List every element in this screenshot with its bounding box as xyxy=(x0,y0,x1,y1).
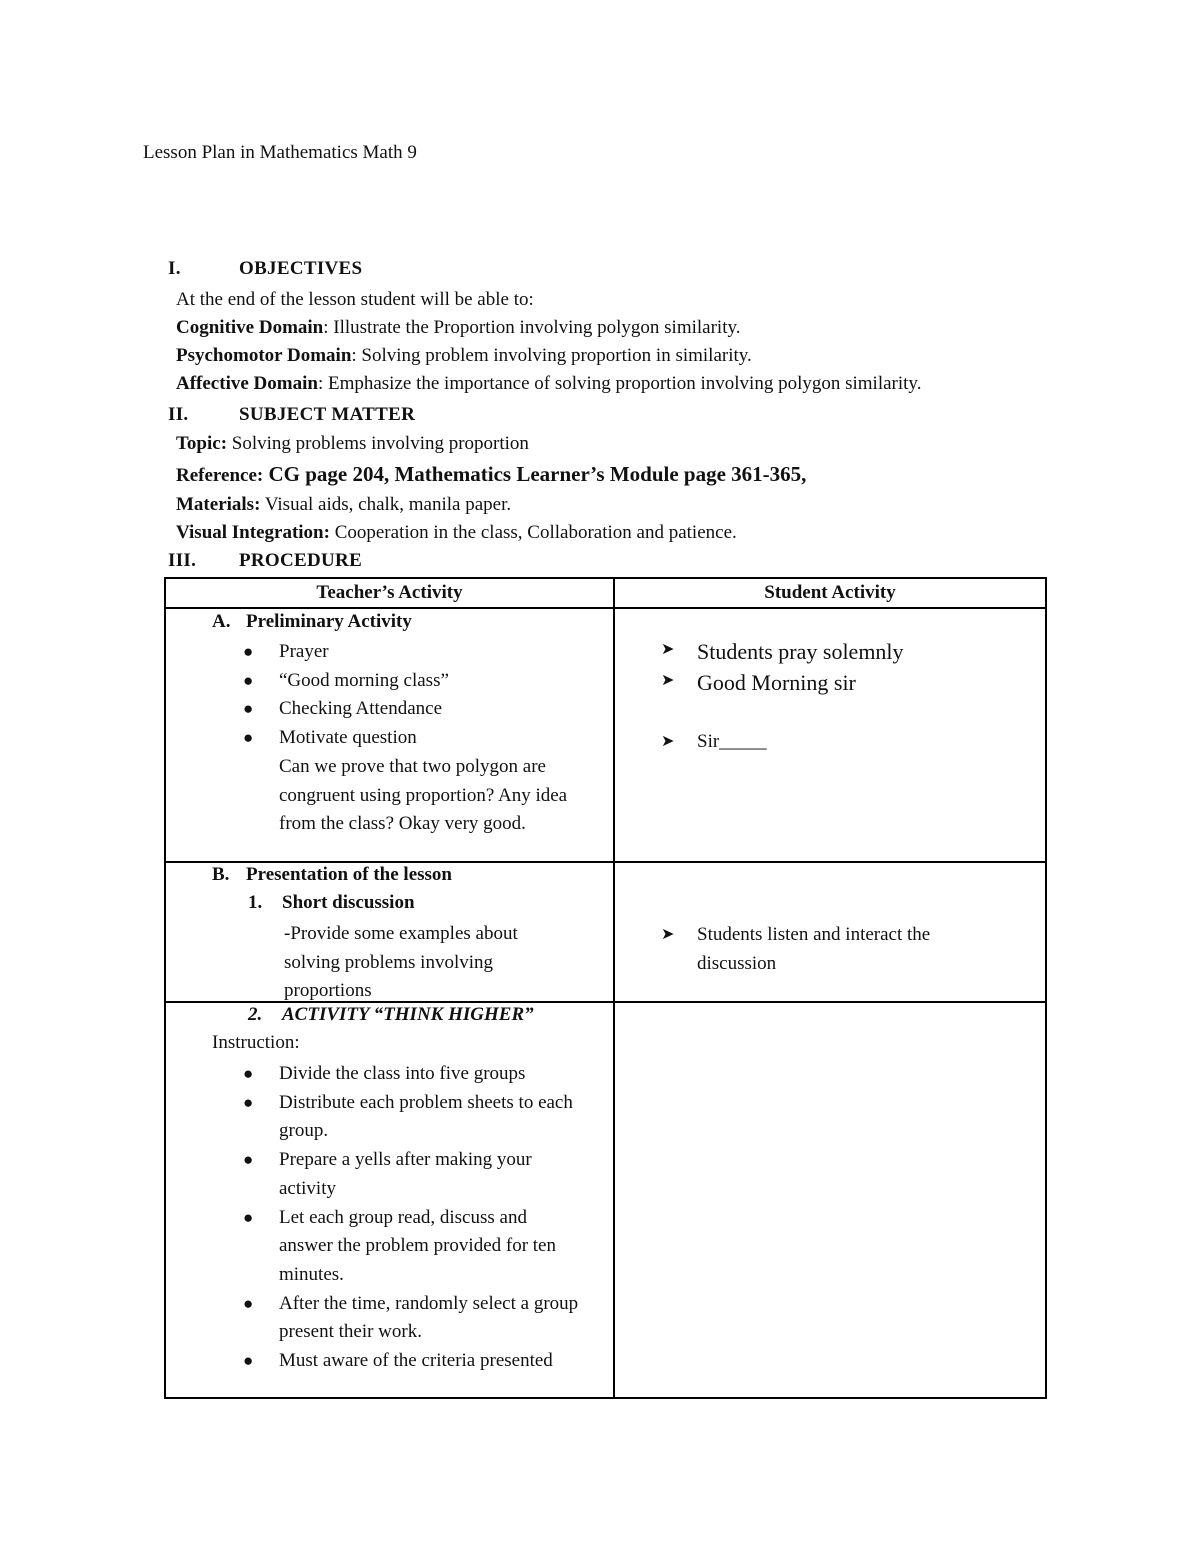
objectives-heading xyxy=(168,258,1068,280)
bullet-icon: ● xyxy=(243,1351,254,1371)
short-discussion-heading xyxy=(248,892,415,914)
teacher-cell-preliminary xyxy=(165,608,614,862)
visual-integration-line xyxy=(176,522,737,544)
objectives-title: OBJECTIVES xyxy=(239,258,363,279)
list-item xyxy=(243,1290,579,1347)
reference-label: Reference: xyxy=(176,465,264,486)
procedure-number: III. xyxy=(168,550,197,571)
bullet-icon: ● xyxy=(243,1207,254,1227)
cognitive-domain xyxy=(176,317,741,339)
bullet-icon: ● xyxy=(243,1064,254,1083)
materials-line xyxy=(176,494,511,516)
affective-text: : Emphasize the importance of solving proportion involving polygon similarity. xyxy=(317,373,922,394)
prelim-item-text: “Good morning class” xyxy=(279,669,449,691)
preliminary-title: Preliminary Activity xyxy=(246,611,412,632)
bullet-icon: ● xyxy=(243,670,254,690)
motivate-question-text: Can we prove that two polygon are congruent using proportion? Any idea from the class? Okay very good. xyxy=(279,755,568,835)
subject-number: II. xyxy=(168,404,189,425)
bullet-icon: ● xyxy=(243,1092,254,1112)
bullet-icon: ● xyxy=(243,699,254,719)
prelim-item-text: Motivate question xyxy=(279,727,417,749)
bullet-icon: ● xyxy=(243,1293,254,1313)
bullet-icon: ● xyxy=(243,642,254,661)
activity-number: 2. xyxy=(248,1004,263,1025)
arrow-bullet-icon: ➤ xyxy=(661,733,675,750)
cognitive-label: Cognitive Domain xyxy=(176,317,324,338)
teacher-activity-header: Teacher’s Activity xyxy=(165,578,614,608)
affective-label: Affective Domain xyxy=(176,373,318,394)
list-item xyxy=(243,724,599,753)
arrow-bullet-icon: ➤ xyxy=(661,641,675,658)
psychomotor-label: Psychomotor Domain xyxy=(176,345,352,366)
visual-text: Cooperation in the class, Collaboration and patience. xyxy=(329,522,737,543)
presentation-title: Presentation of the lesson xyxy=(246,864,452,885)
activity-item-text: Divide the class into five groups xyxy=(279,1063,526,1084)
activity-list xyxy=(243,1060,579,1376)
procedure-title: PROCEDURE xyxy=(239,550,363,571)
materials-text: Visual aids, chalk, manila paper. xyxy=(260,494,512,515)
activity-instruction: Instruction: xyxy=(212,1032,300,1053)
arrow-bullet-icon: ➤ xyxy=(661,926,675,943)
student-response-text: Good Morning sir xyxy=(697,670,856,695)
preliminary-letter: A. xyxy=(212,611,231,632)
table-row xyxy=(165,608,1046,862)
subject-heading xyxy=(168,404,1068,426)
psychomotor-domain xyxy=(176,345,752,367)
list-item xyxy=(243,667,599,696)
psychomotor-text: : Solving problem involving proportion in similarity. xyxy=(351,345,752,366)
table-row xyxy=(165,862,1046,1002)
student-cell-presentation xyxy=(614,862,1046,1002)
prelim-item-text: Prayer xyxy=(279,641,329,662)
student-response-text: Students listen and interact the discussion xyxy=(697,924,931,974)
student-response-text: Students pray solemnly xyxy=(697,639,904,664)
affective-domain xyxy=(176,373,921,395)
list-item xyxy=(243,1204,579,1290)
preliminary-heading xyxy=(212,611,412,633)
activity-item-text: After the time, randomly select a group present their work. xyxy=(279,1292,579,1343)
topic-label: Topic: xyxy=(176,433,228,454)
reference-line xyxy=(176,462,806,487)
presentation-letter: B. xyxy=(212,864,230,885)
materials-label: Materials: xyxy=(176,494,261,515)
preliminary-list xyxy=(243,638,599,839)
activity-heading xyxy=(248,1004,534,1026)
list-item xyxy=(243,638,599,667)
topic-text: Solving problems involving proportion xyxy=(227,433,529,454)
objectives-number: I. xyxy=(168,258,181,279)
teacher-cell-activity xyxy=(165,1002,614,1398)
procedure-table xyxy=(164,577,1047,1399)
objectives-intro: At the end of the lesson student will be able to: xyxy=(176,289,534,310)
teacher-cell-presentation xyxy=(165,862,614,1002)
procedure-heading xyxy=(168,550,1068,572)
student-cell-activity xyxy=(614,1002,1046,1398)
arrow-bullet-icon: ➤ xyxy=(661,672,675,689)
short-discussion-number: 1. xyxy=(248,892,263,913)
table-header-row xyxy=(165,578,1046,608)
activity-item-text: Prepare a yells after making your activity xyxy=(279,1149,532,1199)
bullet-icon: ● xyxy=(243,728,254,748)
reference-text: CG page 204, Mathematics Learner’s Module page 361-365, xyxy=(263,462,807,486)
activity-item-text: Let each group read, discuss and answer the problem provided for ten minutes. xyxy=(279,1206,556,1285)
list-item xyxy=(243,1146,579,1203)
prelim-item-text: Checking Attendance xyxy=(279,698,443,720)
student-response-text: Sir_____ xyxy=(697,731,767,752)
student-activity-header: Student Activity xyxy=(614,578,1046,608)
activity-item-text: Distribute each problem sheets to each group. xyxy=(279,1091,573,1142)
presentation-heading xyxy=(212,864,452,886)
table-row xyxy=(165,1002,1046,1398)
list-item xyxy=(243,1089,579,1146)
cognitive-text: : Illustrate the Proportion involving polygon similarity. xyxy=(323,317,741,338)
visual-label: Visual Integration: xyxy=(176,522,330,543)
list-item xyxy=(243,1347,579,1376)
document-title: Lesson Plan in Mathematics Math 9 xyxy=(143,142,417,163)
list-item xyxy=(243,695,599,724)
student-cell-preliminary xyxy=(614,608,1046,862)
topic-line xyxy=(176,433,529,455)
activity-item-text: Must aware of the criteria presented xyxy=(279,1350,553,1372)
subject-title: SUBJECT MATTER xyxy=(239,404,416,425)
short-discussion-title: Short discussion xyxy=(282,892,415,913)
activity-title: ACTIVITY “THINK HIGHER” xyxy=(282,1004,534,1025)
list-item xyxy=(243,1060,579,1089)
short-discussion-text: -Provide some examples about solving problems involving proportions xyxy=(284,923,518,1002)
bullet-icon: ● xyxy=(243,1150,254,1170)
